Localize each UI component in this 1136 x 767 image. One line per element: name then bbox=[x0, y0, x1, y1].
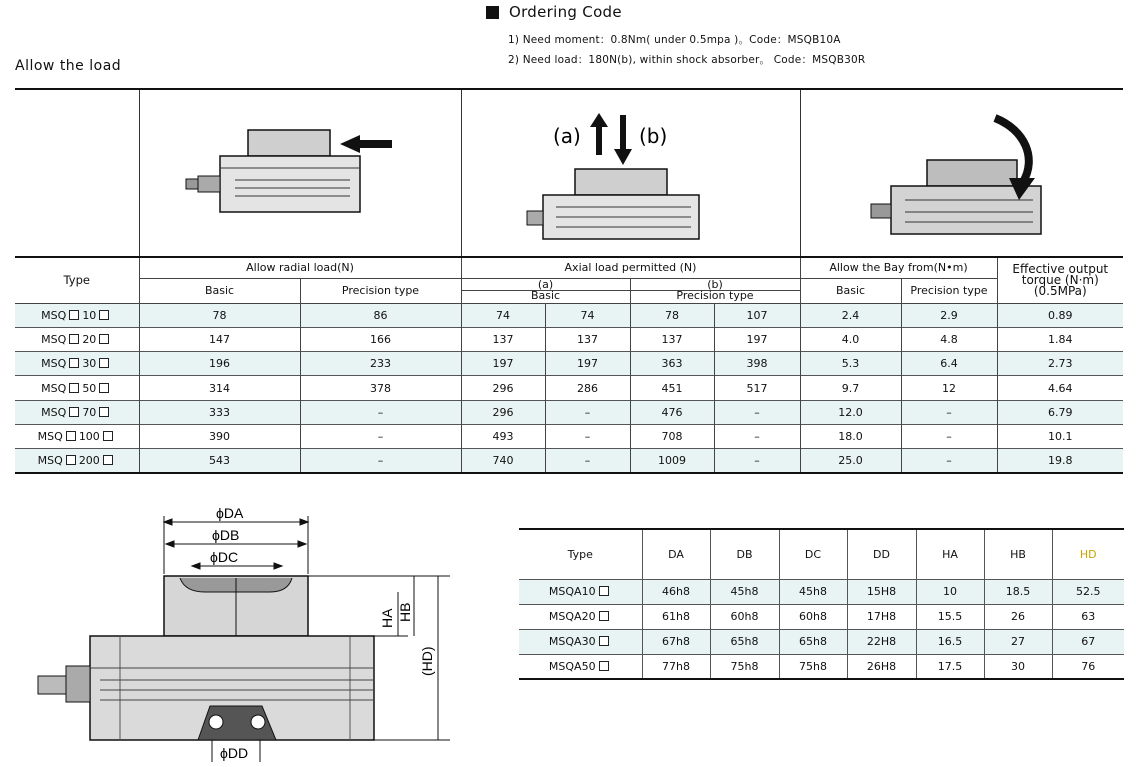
checkbox-square-icon bbox=[99, 358, 109, 368]
radial-load-diagram bbox=[180, 118, 420, 228]
dim-ha-cell: 15.5 bbox=[916, 604, 984, 629]
axial-b-basic-cell: 78 bbox=[630, 303, 714, 327]
ordering-code-heading bbox=[486, 3, 622, 21]
table-row bbox=[519, 604, 1124, 629]
axial-b-precision-cell: 107 bbox=[714, 303, 800, 327]
radial-precision-cell: – bbox=[300, 400, 461, 424]
radial-basic-cell: 390 bbox=[139, 424, 300, 448]
moment-basic-cell: 9.7 bbox=[800, 376, 901, 400]
axial-b-basic-cell: 451 bbox=[630, 376, 714, 400]
checkbox-square-icon bbox=[99, 383, 109, 393]
type-size: 200 bbox=[78, 454, 100, 468]
dim-header-type: Type bbox=[519, 529, 642, 579]
label-hd: (HD) bbox=[419, 646, 435, 676]
axial-a-basic-cell: 74 bbox=[461, 303, 545, 327]
dim-header-da: DA bbox=[642, 529, 710, 579]
allow-load-title: Allow the load bbox=[15, 58, 122, 74]
type-size: 50 bbox=[82, 381, 97, 395]
dim-type-text: MSQA30 bbox=[548, 635, 596, 648]
radial-load-header: Allow radial load(N) bbox=[139, 257, 461, 278]
dim-dd-cell: 15H8 bbox=[847, 579, 916, 604]
radial-precision-header: Precision type bbox=[300, 278, 461, 303]
dim-dc-cell: 65h8 bbox=[779, 629, 847, 654]
axial-b-precision-cell: 517 bbox=[714, 376, 800, 400]
type-size: 20 bbox=[82, 332, 97, 346]
dim-hb-cell: 18.5 bbox=[984, 579, 1052, 604]
moment-precision-cell: – bbox=[901, 400, 997, 424]
axial-basic-label: Basic bbox=[530, 289, 561, 302]
allowable-load-table bbox=[15, 88, 1123, 474]
axial-a-precision-cell: 137 bbox=[545, 327, 630, 351]
axial-load-diagram bbox=[511, 103, 751, 243]
type-cell bbox=[15, 400, 139, 424]
checkbox-square-icon bbox=[599, 611, 609, 621]
label-dd: ϕDD bbox=[220, 745, 249, 761]
dim-header-dc: DC bbox=[779, 529, 847, 579]
type-prefix: MSQ bbox=[41, 308, 67, 322]
col-type-header: Type bbox=[15, 257, 139, 303]
moment-basic-cell: 2.4 bbox=[800, 303, 901, 327]
dim-db-cell: 60h8 bbox=[710, 604, 779, 629]
dimension-header-row bbox=[519, 529, 1124, 579]
moment-load-illustration bbox=[800, 89, 1123, 257]
checkbox-square-icon bbox=[599, 636, 609, 646]
axial-b-precision-cell: – bbox=[714, 449, 800, 473]
dim-ha-cell: 10 bbox=[916, 579, 984, 604]
label-da: ϕDA bbox=[216, 505, 244, 521]
checkbox-square-icon bbox=[599, 586, 609, 596]
checkbox-square-icon bbox=[69, 407, 79, 417]
moment-basic-cell: 18.0 bbox=[800, 424, 901, 448]
table-row bbox=[15, 327, 1123, 351]
moment-basic-cell: 5.3 bbox=[800, 352, 901, 376]
radial-precision-cell: 233 bbox=[300, 352, 461, 376]
moment-basic-header: Basic bbox=[800, 278, 901, 303]
moment-precision-cell: – bbox=[901, 424, 997, 448]
dimension-drawing bbox=[30, 500, 460, 765]
torque-cell: 10.1 bbox=[997, 424, 1123, 448]
radial-precision-cell: – bbox=[300, 424, 461, 448]
axial-b-precision-cell: – bbox=[714, 424, 800, 448]
type-size: 10 bbox=[82, 308, 97, 322]
dim-hb-cell: 26 bbox=[984, 604, 1052, 629]
effective-torque-line-2: torque (N·m) bbox=[1021, 272, 1099, 287]
table-row bbox=[15, 303, 1123, 327]
axial-a-precision-cell: – bbox=[545, 424, 630, 448]
type-size: 100 bbox=[78, 430, 100, 444]
dim-dc-cell: 75h8 bbox=[779, 654, 847, 679]
effective-torque-line-1: Effective output bbox=[1012, 261, 1109, 276]
dim-hb-cell: 30 bbox=[984, 654, 1052, 679]
axial-a-basic-cell: 137 bbox=[461, 327, 545, 351]
axial-a-precision-cell: 286 bbox=[545, 376, 630, 400]
type-prefix: MSQ bbox=[37, 454, 63, 468]
axial-label-a: (a) bbox=[552, 124, 581, 148]
type-size: 70 bbox=[82, 405, 97, 419]
axial-label-b: (b) bbox=[638, 124, 667, 148]
dim-dc-cell: 45h8 bbox=[779, 579, 847, 604]
moment-basic-cell: 4.0 bbox=[800, 327, 901, 351]
type-prefix: MSQ bbox=[41, 405, 67, 419]
type-cell bbox=[15, 303, 139, 327]
checkbox-square-icon bbox=[99, 310, 109, 320]
dim-dc-cell: 60h8 bbox=[779, 604, 847, 629]
torque-cell: 6.79 bbox=[997, 400, 1123, 424]
moment-precision-cell: 12 bbox=[901, 376, 997, 400]
checkbox-square-icon bbox=[69, 310, 79, 320]
axial-b-precision-cell: – bbox=[714, 400, 800, 424]
checkbox-square-icon bbox=[99, 334, 109, 344]
moment-precision-cell: 6.4 bbox=[901, 352, 997, 376]
black-square-icon bbox=[486, 6, 499, 19]
label-dc: ϕDC bbox=[210, 549, 239, 565]
moment-load-diagram bbox=[857, 108, 1067, 238]
effective-torque-line-3: (0.5MPa) bbox=[1033, 283, 1087, 298]
moment-basic-cell: 12.0 bbox=[800, 400, 901, 424]
checkbox-square-icon bbox=[66, 431, 76, 441]
axial-b-basic-cell: 363 bbox=[630, 352, 714, 376]
radial-basic-header: Basic bbox=[139, 278, 300, 303]
type-prefix: MSQ bbox=[41, 357, 67, 371]
torque-cell: 19.8 bbox=[997, 449, 1123, 473]
axial-load-header: Axial load permitted (N) bbox=[461, 257, 800, 278]
axial-a-precision-cell: – bbox=[545, 449, 630, 473]
axial-a-basic-cell: 197 bbox=[461, 352, 545, 376]
dim-type-text: MSQA10 bbox=[548, 585, 596, 598]
dim-db-cell: 65h8 bbox=[710, 629, 779, 654]
radial-precision-cell: 166 bbox=[300, 327, 461, 351]
radial-precision-cell: 86 bbox=[300, 303, 461, 327]
dim-type-cell bbox=[519, 579, 642, 604]
axial-b-precision-cell: 197 bbox=[714, 327, 800, 351]
axial-a-basic-cell: 493 bbox=[461, 424, 545, 448]
checkbox-square-icon bbox=[69, 358, 79, 368]
type-cell bbox=[15, 424, 139, 448]
axial-b-precision-cell: 398 bbox=[714, 352, 800, 376]
axial-b-basic-cell: 137 bbox=[630, 327, 714, 351]
label-hb: HB bbox=[397, 602, 413, 622]
table-row bbox=[15, 376, 1123, 400]
type-cell bbox=[15, 352, 139, 376]
moment-precision-header: Precision type bbox=[901, 278, 997, 303]
table-row bbox=[519, 579, 1124, 604]
checkbox-square-icon bbox=[599, 661, 609, 671]
axial-b-header bbox=[630, 278, 800, 303]
moment-precision-cell: 4.8 bbox=[901, 327, 997, 351]
dim-da-cell: 77h8 bbox=[642, 654, 710, 679]
checkbox-square-icon bbox=[69, 334, 79, 344]
type-size: 30 bbox=[82, 357, 97, 371]
axial-b-label: (b) bbox=[631, 280, 800, 291]
dim-ha-cell: 17.5 bbox=[916, 654, 984, 679]
axial-a-label: (a) bbox=[462, 280, 630, 291]
axial-a-precision-cell: – bbox=[545, 400, 630, 424]
radial-basic-cell: 196 bbox=[139, 352, 300, 376]
table-row bbox=[519, 629, 1124, 654]
label-db: ϕDB bbox=[212, 527, 240, 543]
ordering-code-title: Ordering Code bbox=[509, 3, 622, 21]
dim-hd-cell: 52.5 bbox=[1052, 579, 1124, 604]
dim-da-cell: 61h8 bbox=[642, 604, 710, 629]
radial-basic-cell: 333 bbox=[139, 400, 300, 424]
blank-image-cell bbox=[15, 89, 139, 257]
table-row bbox=[15, 424, 1123, 448]
checkbox-square-icon bbox=[103, 455, 113, 465]
dim-type-cell bbox=[519, 629, 642, 654]
table-row bbox=[15, 400, 1123, 424]
dim-da-cell: 46h8 bbox=[642, 579, 710, 604]
type-prefix: MSQ bbox=[37, 430, 63, 444]
dim-type-cell bbox=[519, 604, 642, 629]
axial-a-precision-cell: 74 bbox=[545, 303, 630, 327]
dim-da-cell: 67h8 bbox=[642, 629, 710, 654]
axial-a-basic-cell: 296 bbox=[461, 376, 545, 400]
type-prefix: MSQ bbox=[41, 332, 67, 346]
dim-dd-cell: 17H8 bbox=[847, 604, 916, 629]
axial-precision-label: Precision type bbox=[676, 289, 754, 302]
radial-precision-cell: – bbox=[300, 449, 461, 473]
torque-cell: 1.84 bbox=[997, 327, 1123, 351]
dim-header-db: DB bbox=[710, 529, 779, 579]
label-ha: HA bbox=[379, 608, 395, 628]
table-row bbox=[15, 449, 1123, 473]
dim-header-hd: HD bbox=[1052, 529, 1124, 579]
dim-ha-cell: 16.5 bbox=[916, 629, 984, 654]
effective-torque-header bbox=[997, 257, 1123, 303]
dim-type-cell bbox=[519, 654, 642, 679]
dim-hd-cell: 76 bbox=[1052, 654, 1124, 679]
radial-basic-cell: 543 bbox=[139, 449, 300, 473]
torque-cell: 2.73 bbox=[997, 352, 1123, 376]
dim-dd-cell: 22H8 bbox=[847, 629, 916, 654]
axial-a-precision-cell: 197 bbox=[545, 352, 630, 376]
axial-b-basic-cell: 1009 bbox=[630, 449, 714, 473]
axial-a-basic-cell: 740 bbox=[461, 449, 545, 473]
dim-hd-cell: 63 bbox=[1052, 604, 1124, 629]
torque-cell: 4.64 bbox=[997, 376, 1123, 400]
type-cell bbox=[15, 449, 139, 473]
moment-basic-cell: 25.0 bbox=[800, 449, 901, 473]
checkbox-square-icon bbox=[99, 407, 109, 417]
axial-b-basic-cell: 476 bbox=[630, 400, 714, 424]
dim-hd-cell: 67 bbox=[1052, 629, 1124, 654]
type-prefix: MSQ bbox=[41, 381, 67, 395]
dim-header-dd: DD bbox=[847, 529, 916, 579]
axial-a-header bbox=[461, 278, 630, 303]
checkbox-square-icon bbox=[69, 383, 79, 393]
dim-header-ha: HA bbox=[916, 529, 984, 579]
table-row bbox=[15, 352, 1123, 376]
dim-type-text: MSQA50 bbox=[548, 659, 596, 673]
dim-db-cell: 45h8 bbox=[710, 579, 779, 604]
moment-precision-cell: – bbox=[901, 449, 997, 473]
dim-type-text: MSQA20 bbox=[548, 610, 596, 623]
moment-precision-cell: 2.9 bbox=[901, 303, 997, 327]
torque-cell: 0.89 bbox=[997, 303, 1123, 327]
radial-load-illustration bbox=[139, 89, 461, 257]
checkbox-square-icon bbox=[103, 431, 113, 441]
moment-header: Allow the Bay from(N•m) bbox=[800, 257, 997, 278]
dimension-table bbox=[519, 528, 1124, 680]
dim-header-hb: HB bbox=[984, 529, 1052, 579]
radial-basic-cell: 78 bbox=[139, 303, 300, 327]
dim-hb-cell: 27 bbox=[984, 629, 1052, 654]
ordering-code-line-2: 2) Need load：180N(b), within shock absorber。 Code：MSQB30R bbox=[508, 54, 866, 66]
radial-basic-cell: 314 bbox=[139, 376, 300, 400]
radial-basic-cell: 147 bbox=[139, 327, 300, 351]
checkbox-square-icon bbox=[66, 455, 76, 465]
table-row bbox=[519, 654, 1124, 679]
ordering-code-line-1: 1) Need moment：0.8Nm( under 0.5mpa )。Code：MSQB10A bbox=[508, 34, 841, 46]
dim-dd-cell: 26H8 bbox=[847, 654, 916, 679]
axial-a-basic-cell: 296 bbox=[461, 400, 545, 424]
axial-b-basic-cell: 708 bbox=[630, 424, 714, 448]
dim-db-cell: 75h8 bbox=[710, 654, 779, 679]
type-cell bbox=[15, 327, 139, 351]
radial-precision-cell: 378 bbox=[300, 376, 461, 400]
type-cell bbox=[15, 376, 139, 400]
axial-load-illustration bbox=[461, 89, 800, 257]
